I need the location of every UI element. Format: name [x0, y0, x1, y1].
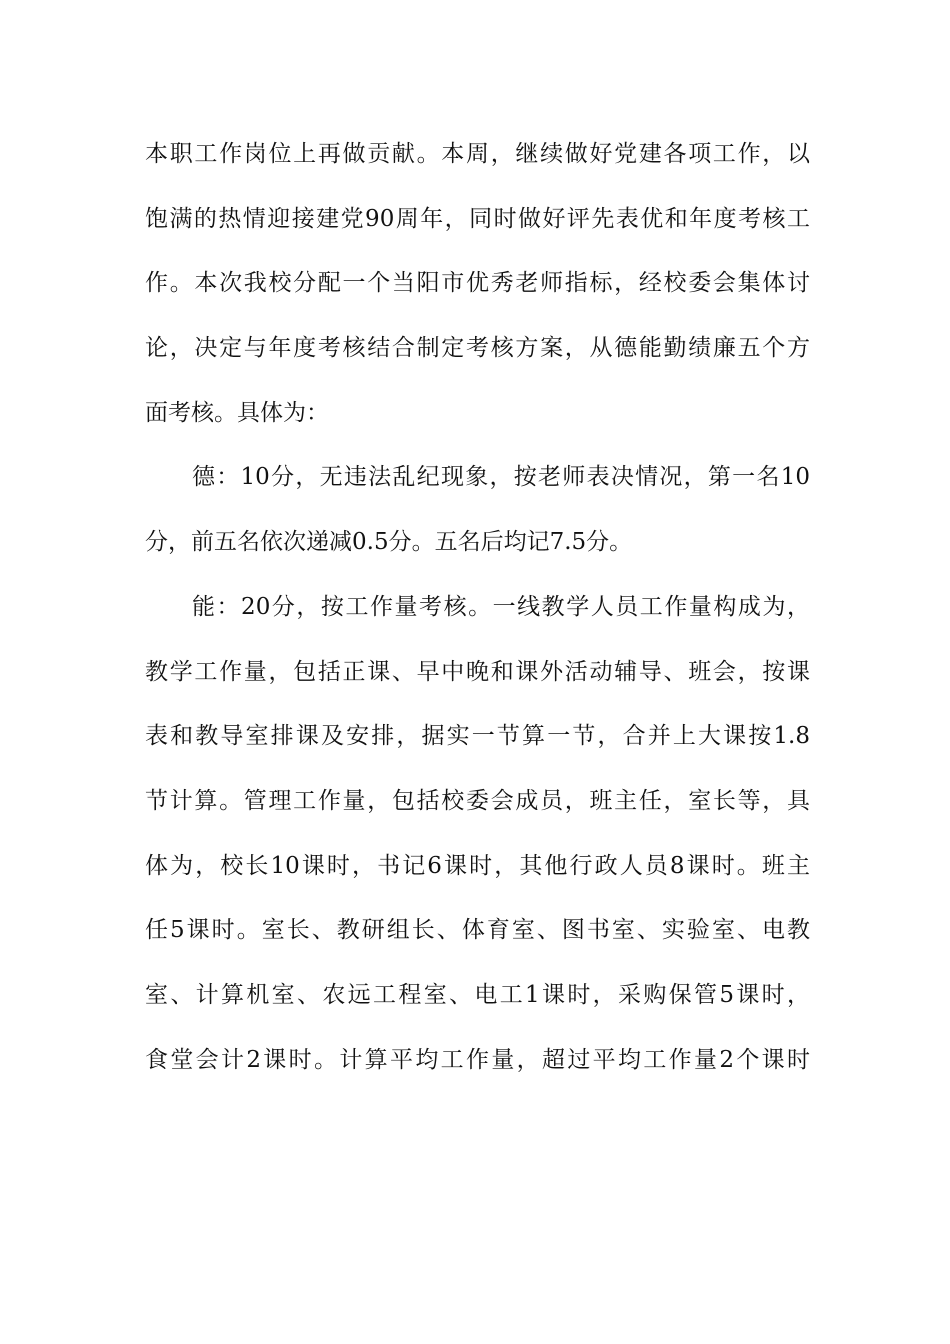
body-line-1: 本职工作岗位上再做贡献。本周，继续做好党建各项工作，以 [145, 141, 810, 167]
body-line-2: 饱满的热情迎接建党90周年，同时做好评先表优和年度考核工 [145, 205, 810, 232]
section-neng-line-4: 节计算。管理工作量，包括校委会成员，班主任，室长等，具 [145, 787, 810, 814]
section-neng-line-5: 体为，校长10课时，书记6课时，其他行政人员8课时。班主 [145, 852, 810, 879]
section-neng-line-1: 能：20分，按工作量考核。一线教学人员工作量构成为， [192, 593, 810, 620]
section-de-line-1: 德：10分，无违法乱纪现象，按老师表决情况，第一名10 [192, 464, 810, 491]
section-neng-line-7: 室、计算机室、农远工程室、电工1课时，采购保管5课时， [145, 981, 810, 1008]
section-neng-line-2: 教学工作量，包括正课、早中晚和课外活动辅导、班会，按课 [145, 658, 810, 685]
body-line-5: 面考核。具体为： [145, 399, 329, 426]
section-neng-line-6: 任5课时。室长、教研组长、体育室、图书室、实验室、电教 [145, 917, 810, 944]
document-body [145, 129, 810, 1099]
body-line-3: 作。本次我校分配一个当阳市优秀老师指标，经校委会集体讨 [145, 270, 810, 297]
section-de-line-2: 分，前五名依次递减0.5分。五名后均记7.5分。 [145, 529, 633, 556]
section-neng-line-8: 食堂会计2课时。计算平均工作量，超过平均工作量2个课时 [145, 1046, 810, 1073]
body-line-4: 论，决定与年度考核结合制定考核方案，从德能勤绩廉五个方 [145, 335, 810, 362]
section-neng-line-3: 表和教导室排课及安排，据实一节算一节，合并上大课按1.8 [145, 723, 810, 750]
